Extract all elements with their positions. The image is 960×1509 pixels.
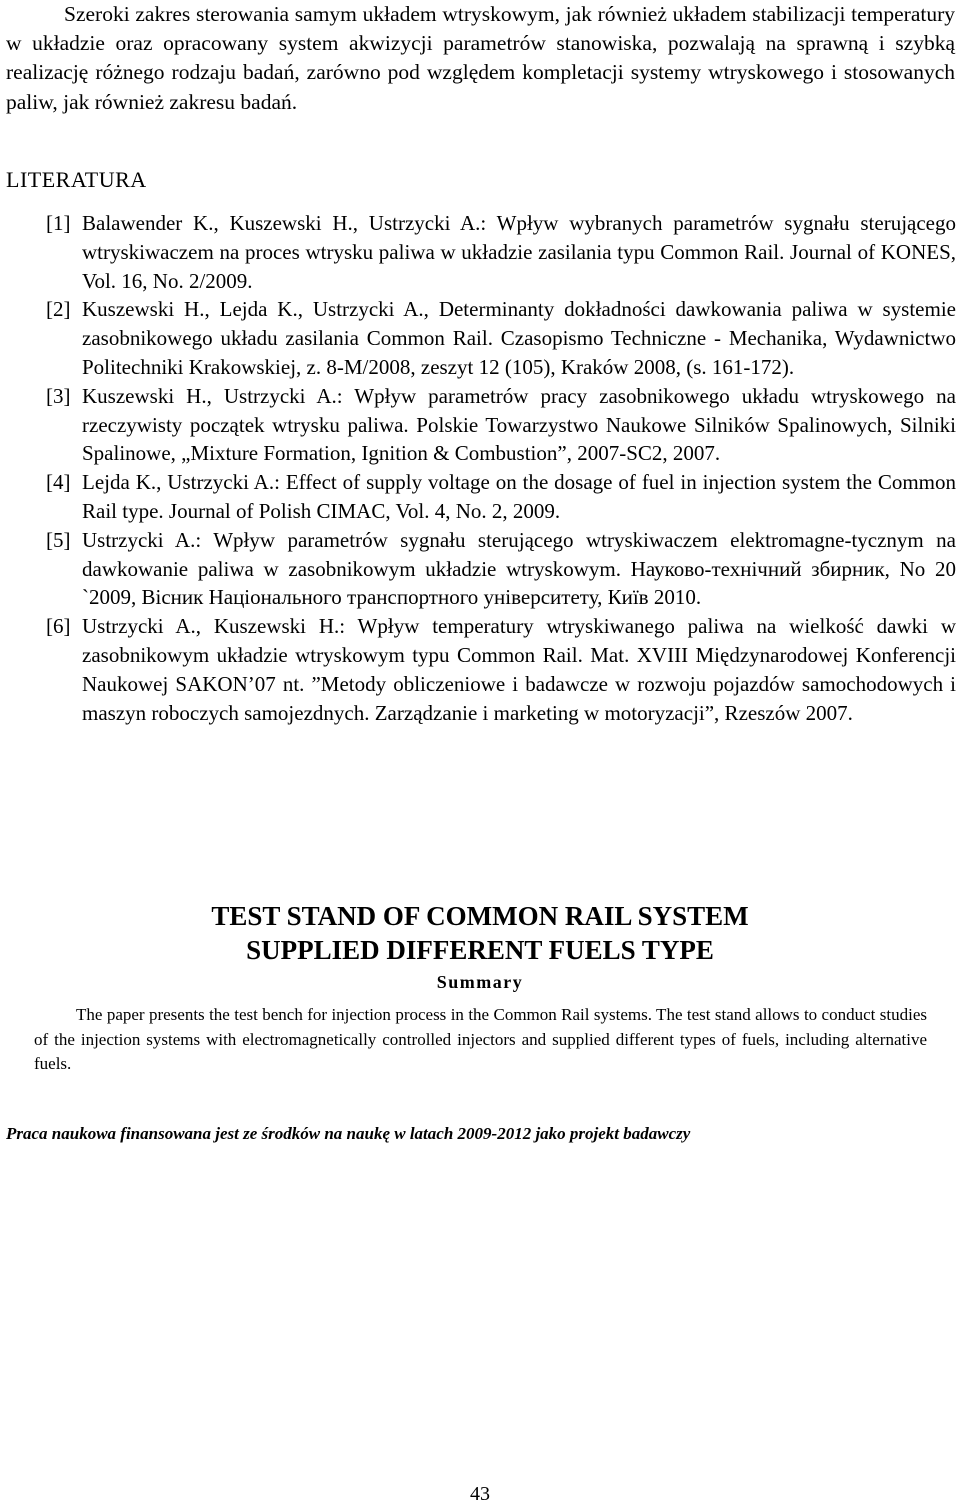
paper-title xyxy=(0,899,960,967)
intro-text: Szeroki zakres sterowania samym układem wtryskowym, jak również układem stabilizacji temperatury w układzie oraz opracowany system akwizycji parametrów stanowiska, pozwalają na sprawną i szybką realizację różnego rodzaju badań, zarówno pod względem kompletacji systemy wtryskowego i stosowanych paliw, jak również zakresu badań. xyxy=(6,2,955,114)
reference-number: [4] xyxy=(46,470,71,495)
reference-item xyxy=(46,612,956,727)
summary-paragraph xyxy=(34,1003,927,1077)
reference-number: [3] xyxy=(46,383,71,408)
reference-text: Balawender K., Kuszewski H., Ustrzycki A.: Wpływ wybranych parametrów sygnału sterującego wtryskiwaczem na proces wtrysku paliwa w układzie zasilania typu Common Rail. Journal of KONES, Vol. 16, No. 2/2009. xyxy=(82,211,956,293)
reference-number: [5] xyxy=(46,527,71,552)
intro-paragraph xyxy=(6,0,955,117)
title-line-1: TEST STAND OF COMMON RAIL SYSTEM xyxy=(211,901,749,931)
funding-note: Praca naukowa finansowana jest ze środków na naukę w latach 2009-2012 jako projekt badawczy xyxy=(6,1124,691,1143)
reference-text: Ustrzycki A.: Wpływ parametrów sygnału sterującego wtryskiwaczem elektromagne-tycznym na dawkowanie paliwa w zasobnikowym układzie wtryskowym. Науково-технічний збирник, No 20 `2009, Вісник Національного транспортного університету, Київ 2010. xyxy=(82,527,956,610)
reference-item xyxy=(46,382,956,468)
reference-number: [1] xyxy=(46,211,71,235)
reference-number: [6] xyxy=(46,614,71,639)
summary-text: The paper presents the test bench for injection process in the Common Rail systems. The test stand allows to conduct studies of the injection systems with electromagnetically controlled injectors and supplied different types of fuels, including alternative fuels. xyxy=(34,1005,927,1073)
summary-heading: Summary xyxy=(436,972,524,992)
title-line-2: SUPPLIED DIFFERENT FUELS TYPE xyxy=(246,935,714,965)
reference-item xyxy=(46,468,956,526)
reference-text: Lejda K., Ustrzycki A.: Effect of supply voltage on the dosage of fuel in injection system the Common Rail type. Journal of Polish CIMAC, Vol. 4, No. 2, 2009. xyxy=(82,470,956,523)
reference-list xyxy=(46,209,956,727)
reference-item xyxy=(46,209,956,295)
reference-number: [2] xyxy=(46,297,71,322)
reference-text: Kuszewski H., Ustrzycki A.: Wpływ parametrów pracy zasobnikowego układu wtryskowego na rzeczywisty początek wtrysku paliwa. Polskie Towarzystwo Naukowe Silników Spalinowych, Silniki Spalinowe, „Mixture Formation, Ignition & Combustion”, 2007-SC2, 2007. xyxy=(82,383,956,466)
reference-text: Kuszewski H., Lejda K., Ustrzycki A., Determinanty dokładności dawkowania paliwa w systemie zasobnikowego układu zasilania Common Rail. Czasopismo Techniczne - Mechanika, Wydawnictwo Politechniki Krakowskiej, z. 8-M/2008, zeszyt 12 (105), Kraków 2008, (s. 161-172). xyxy=(82,297,956,379)
reference-item xyxy=(46,295,956,381)
reference-item xyxy=(46,526,956,612)
page-number: 43 xyxy=(470,1483,490,1505)
reference-text: Ustrzycki A., Kuszewski H.: Wpływ temperatury wtryskiwanego paliwa na wielkość dawki w zasobnikowym układzie wtryskowym typu Common Rail. Mat. XVIII Międzynarodowej Konferencji Naukowej SAKON’07 nt. ”Metody obliczeniowe i badawcze w rozwoju pojazdów samochodowych i maszyn roboczych samojezdnych. Zarządzanie i marketing w motoryzacji”, Rzeszów 2007. xyxy=(82,614,956,725)
literature-heading: LITERATURA xyxy=(6,167,147,192)
